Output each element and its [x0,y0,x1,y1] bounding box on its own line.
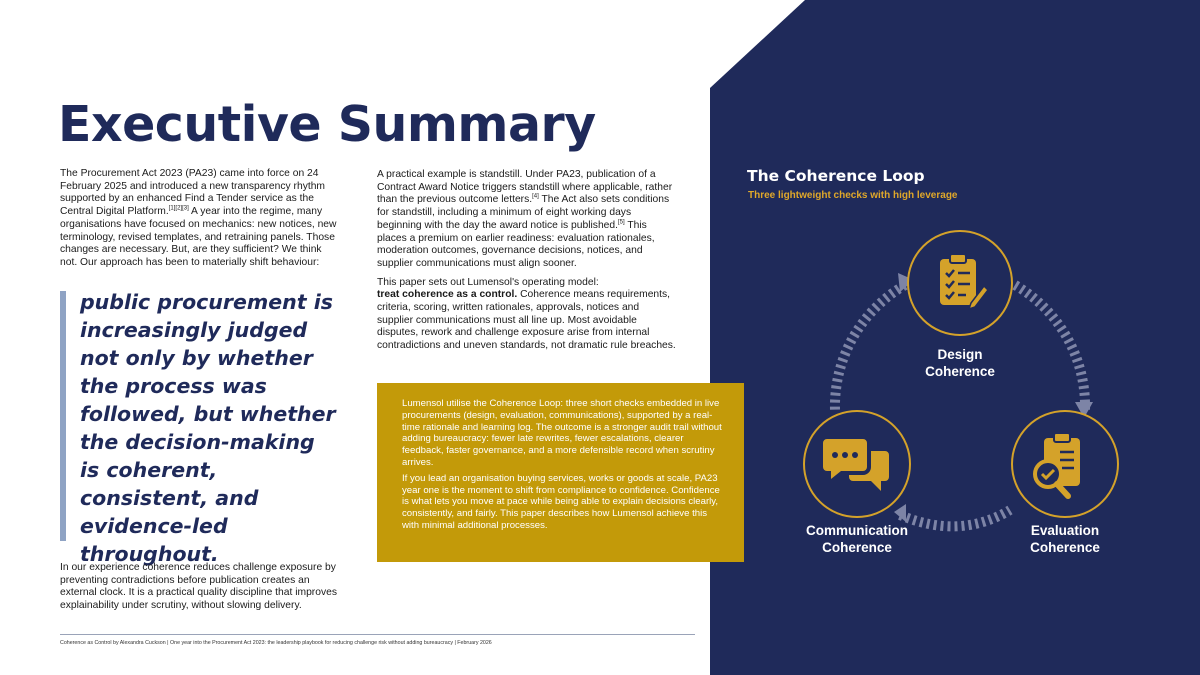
page-title: Executive Summary [58,96,596,153]
diagram-title: The Coherence Loop [747,167,925,185]
chat-bubbles-icon [823,437,893,495]
operating-model-text: Coherence means requirements, criteria, scoring, written rationales, approvals, notices and supplier communications must all line up. Most avoidable disputes, rework and challenge exposure arise from internal contradictions and uneven standards, not dramatic rule breaches. [377,289,676,352]
checklist-pen-icon [938,253,988,313]
design-label-line2: Coherence [925,364,995,379]
communication-node-label [782,522,932,556]
evaluation-label-line2: Coherence [1030,540,1100,555]
design-node-label [885,346,1035,380]
pull-quote: public procurement is increasingly judged not only by whether the process was followed, but whether the decision-making is coherent, consistent, and evidence-led throughout. [80,290,336,566]
callout-paragraph-1: Lumensol utilise the Coherence Loop: three short checks embedded in live procurements (design, evaluation, communications), supported by a real-time rationale and learning log. The outcome is a stronger audit trail without adding bureaucracy: fewer late rewrites, fewer escalations, clearer feedback, faster governance, and a more defensible record when scrutiny arrives. [402,398,722,468]
intro-text-part2: A year into the regime, many organisations have focused on mechanics: new notices, new terminology, revised templates, and retraining panels. Those changes are necessary. But, are they sufficient? We think not. Our approach has been to materially shift behaviour: [60,206,337,268]
evaluation-node-label [990,522,1140,556]
diagram-subtitle: Three lightweight checks with high leverage [748,190,958,201]
communication-label-line1: Communication [805,523,908,538]
communication-label-line2: Coherence [822,540,892,555]
operating-model-bold: treat coherence as a control. [377,289,518,301]
footnote-ref-4: [4] [532,193,539,200]
standstill-text-a: A practical example is standstill. Under PA23, publication of a Contract Award Notice triggers standstill where applicable, rather than the previous outcome letters. [377,169,673,206]
intro-text-part1: The Procurement Act 2023 (PA23) came into force on 24 February 2025 and introduced a new transparency rhythm supported by an enhanced Find a Tender service as the Central Digital Platform. [60,168,326,218]
operating-model-intro: This paper sets out Lumensol's operating model: [377,276,599,288]
design-label-line1: Design [937,347,983,362]
clipboard-magnifier-icon [1030,432,1090,500]
footnote-ref-5: [5] [618,219,625,226]
evaluation-label-line1: Evaluation [1030,523,1100,538]
page-footer: Coherence as Control by Alexandra Cuckson | One year into the Procurement Act 2023: the leadership playbook for reducing challenge risk without adding bureaucracy | February 2026 [60,640,492,646]
callout-paragraph-2: If you lead an organisation buying services, works or goods at scale, PA23 year one is the moment to shift from compliance to confidence. Confidence is what lets you move at pace while being able to explain decisions clearly, consistently, and fairly. This paper describes how Lumensol achieve this with minimal additional processes. [402,472,720,531]
standstill-text-c: This places a premium on earlier readiness: evaluation rationales, moderation outcomes, governance decisions, notices, and supplier communications must align sooner. [377,219,655,269]
footnote-ref-1-3: [1][2][3] [168,205,189,212]
footer-divider [60,634,695,635]
closing-text: In our experience coherence reduces challenge exposure by preventing contradictions before publication creates an external clock. It is a practical quality discipline that improves explainability under scrutiny, without slowing delivery. [60,562,337,612]
standstill-text-b: The Act also sets conditions for standstill, including a minimum of eight working days beginning with the day the award notice is published. [377,194,670,231]
